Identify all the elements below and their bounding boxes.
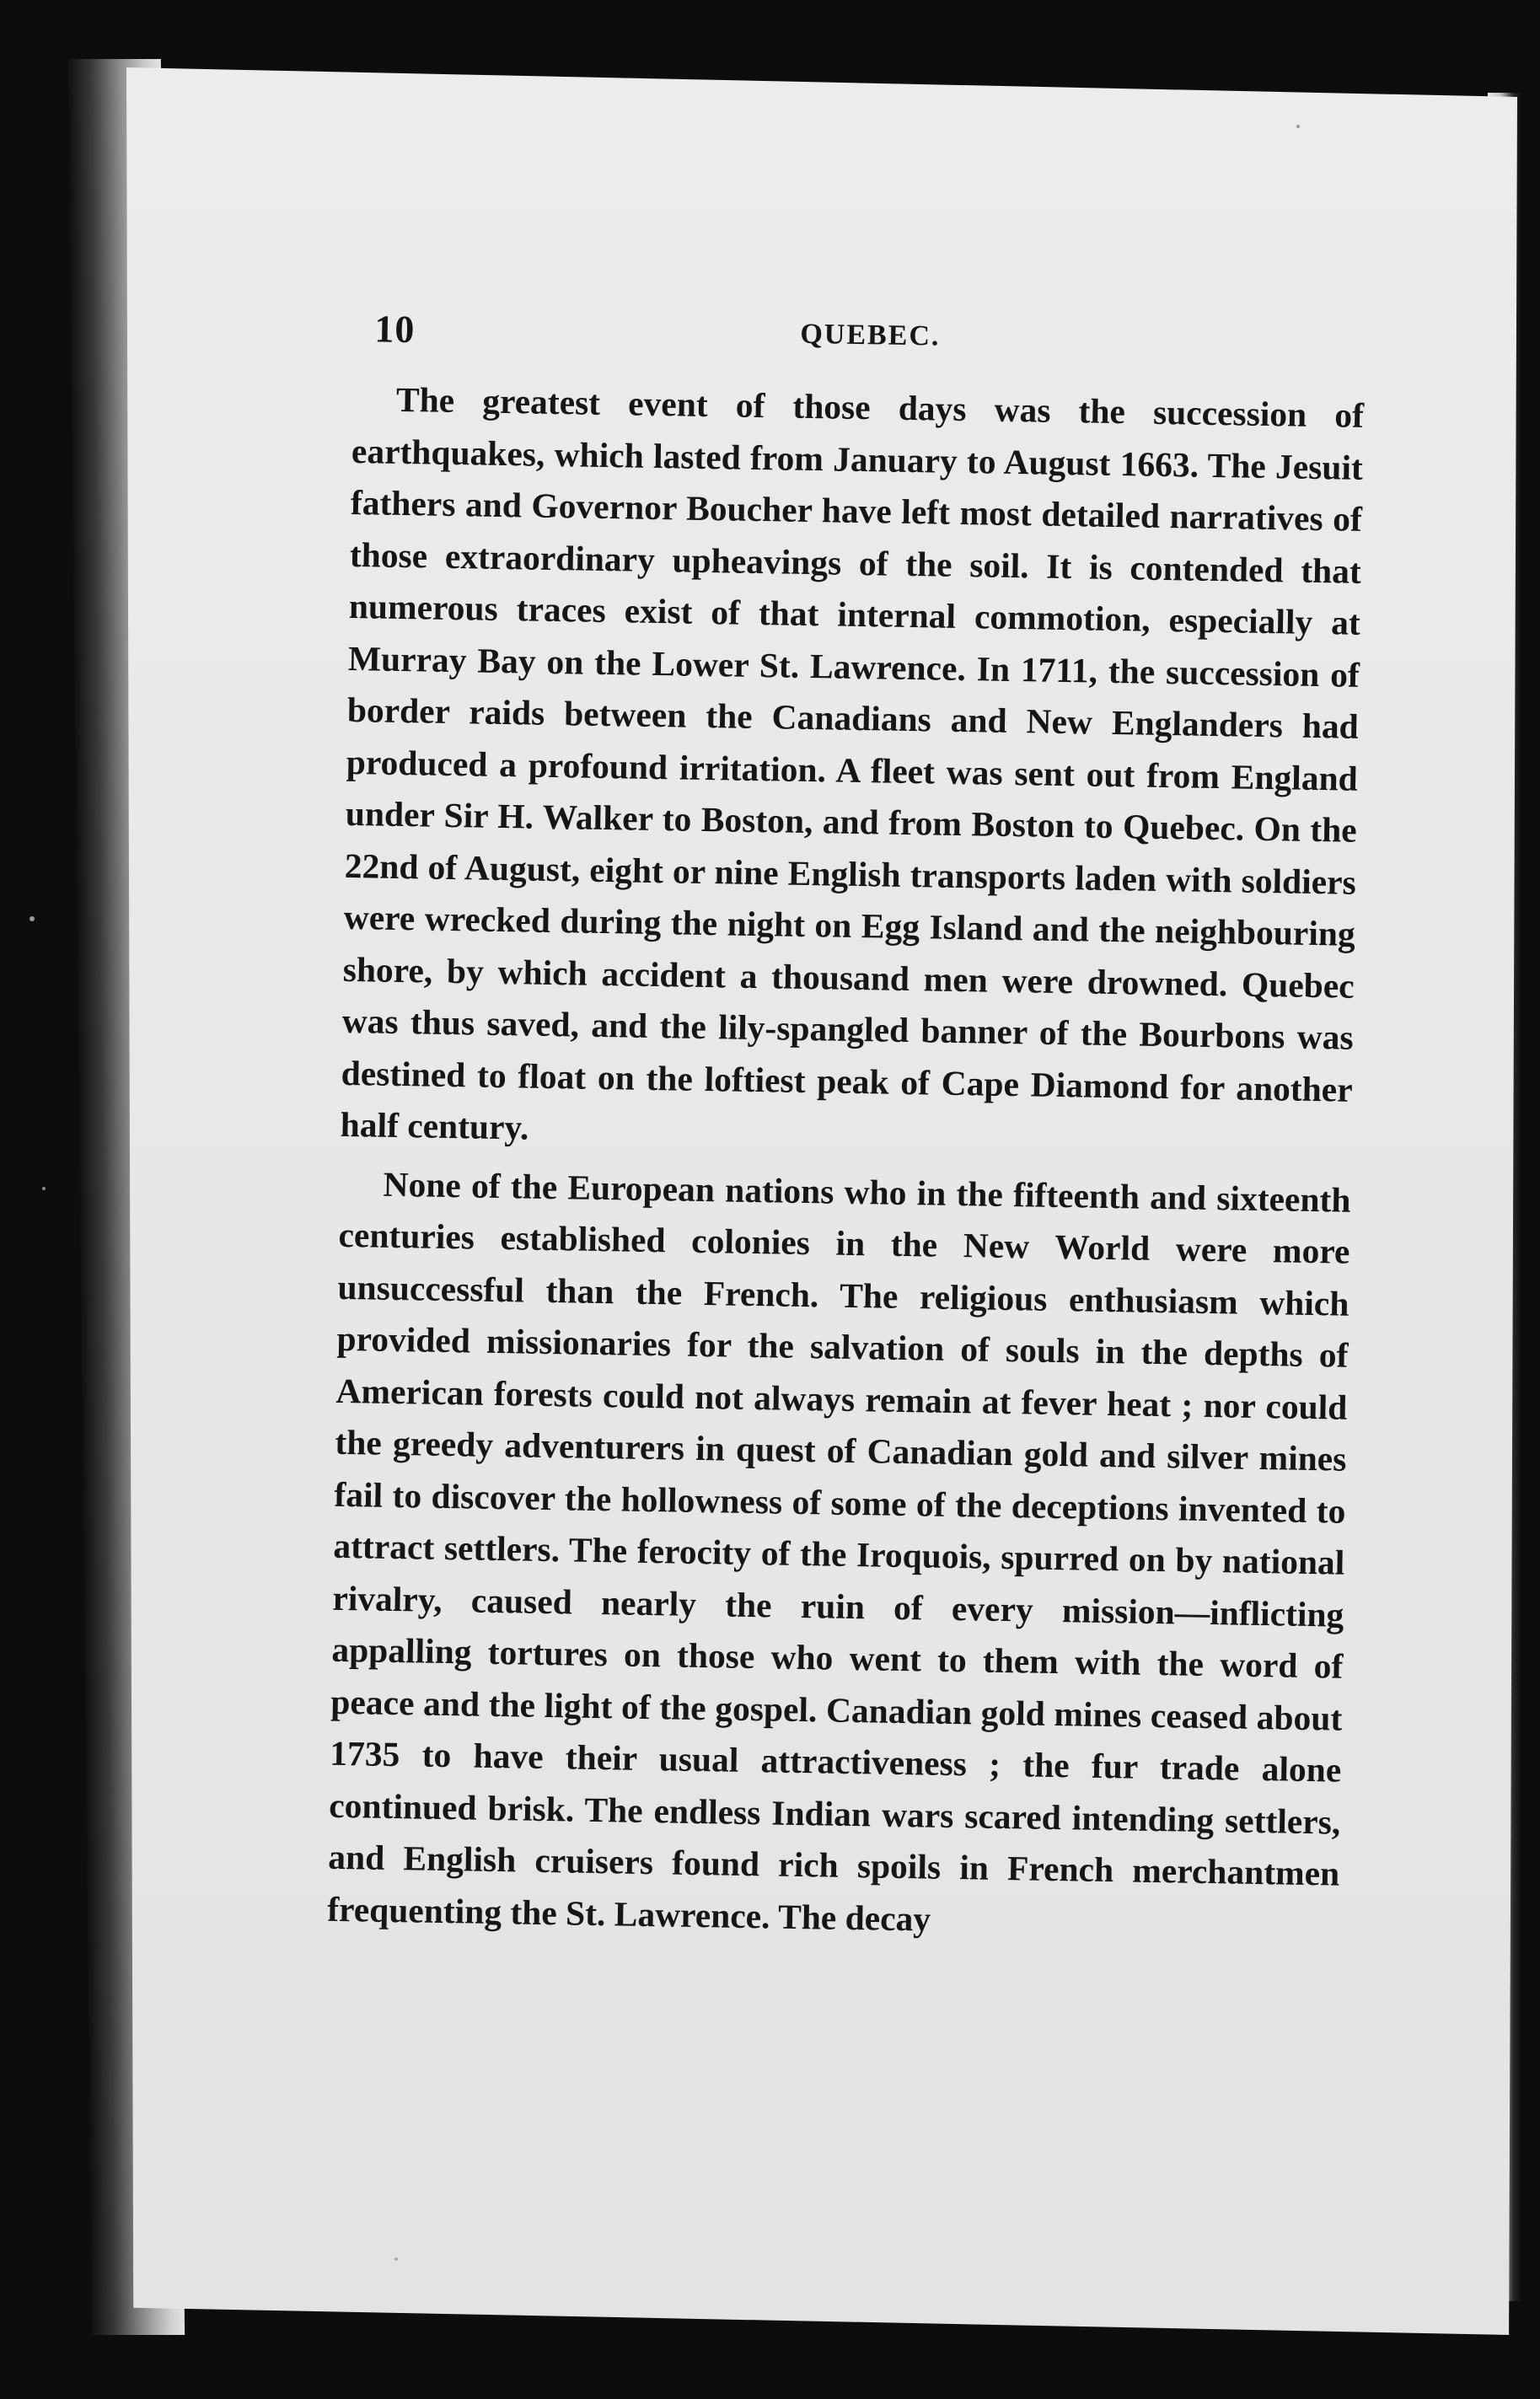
- body-text: [327, 373, 1365, 1952]
- paragraph-2: None of the European nations who in the fifteenth and sixteenth centuries established colonies in the New World were more unsuccessful than the French. The religious enthusiasm which provided missionaries for the salvation of souls in the depths of American forests could not always remain at fever heat ; nor could the greedy adventurers in quest of Canadian gold and silver mines fail to discover the hollowness of some of the deceptions invented to attract settlers. The ferocity of the Iroquois, spurred on by national rivalry, caused nearly the ruin of every mission—inflicting appalling tortures on those who went to them with the word of peace and the light of the gospel. Canadian gold mines ceased about 1735 to have their usual attractiveness ; the fur trade alone continued brisk. The endless Indian wars scared intending settlers, and English cruisers found rich spoils in French merchantmen frequenting the St. Lawrence. The decay: [326, 1164, 1351, 1939]
- page-number: 10: [374, 307, 416, 352]
- running-head: QUEBEC.: [800, 318, 941, 352]
- paragraph-1: The greatest event of those days was the succession of earthquakes, which lasted from January to August 1663. The Jesuit fathers and Governor Boucher have left most detailed narratives of those extraordinary upheavings of the soil. It is contended that numerous traces exist of that internal commotion, especially at Murray Bay on the Lower St. Lawrence. In 1711, the succession of border raids between the Canadians and New Englanders had produced a profound irritation. A fleet was sent out from England under Sir H. Walker to Boston, and from Boston to Quebec. On the 22nd of August, eight or nine English transports laden with soldiers were wrecked during the night on Egg Island and the neighbouring shore, by which accident a thousand men were drowned. Quebec was thus saved, and the lily-spangled banner of the Bourbons was destined to float on the loftiest peak of Cape Diamond for another half century.: [340, 379, 1365, 1147]
- page-content: [327, 299, 1366, 1959]
